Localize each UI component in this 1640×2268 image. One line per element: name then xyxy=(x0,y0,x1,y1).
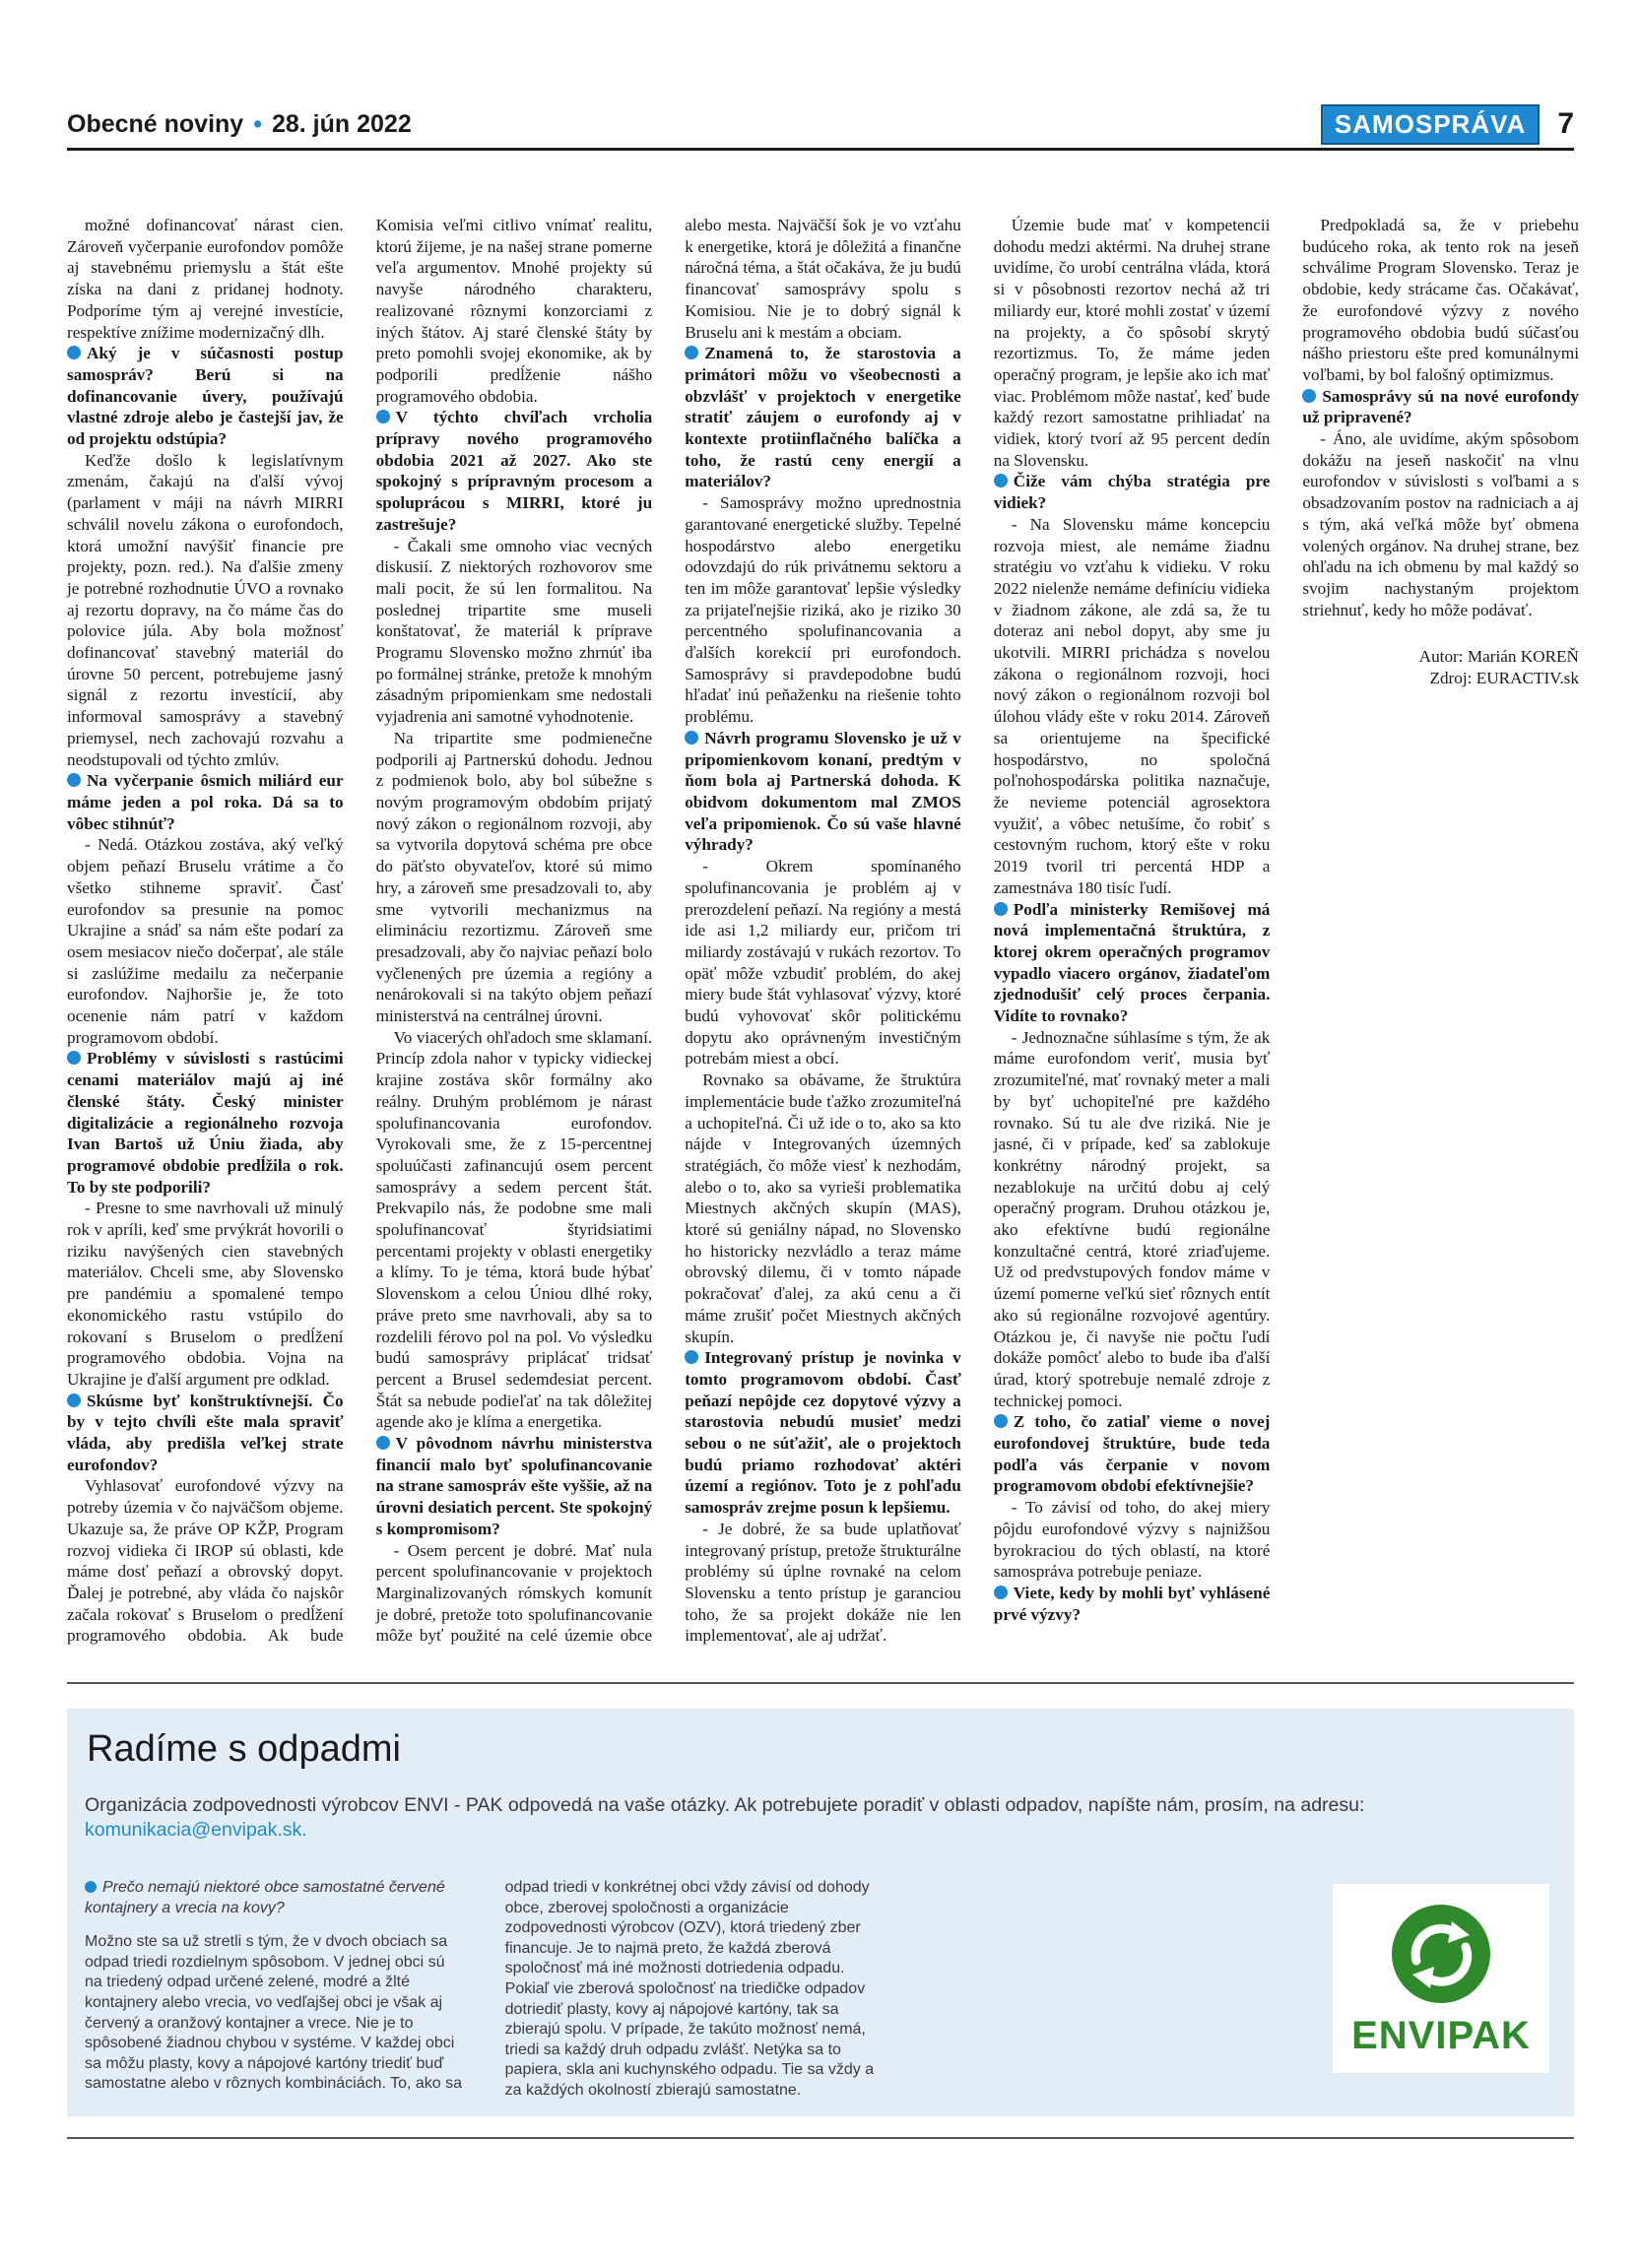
article-paragraph: - Samosprávy možno uprednostnia garantované energetické služby. Tepelné hospodárstvo alebo energetiku odovzdajú do rúk privátnemu sektoru a ten im môže garantovať lepšie výsledky za prijateľnejšie riziká, ako je riziko 30 percentného spolufinancovania a ďalších korekcií pri eurofondoch. Samosprávy si pravdepodobne budú hľadať inú peňaženku na riešenie tohto problému. xyxy=(685,493,961,727)
bullet-icon xyxy=(994,1414,1008,1428)
bullet-icon xyxy=(685,731,698,745)
interview-question xyxy=(994,1411,1271,1497)
article-paragraph: - Osem percent je dobré. Mať nula percent spolufinancovanie v projektoch Marginalizovaných rómskych komunít je dobré, pretože toto spolufinancovanie môže byť použité na celé územie obce alebo mesta. Najväčší šok je vo vzťahu k energetike, ktorá je dôležitá a finančne náročná téma, a štát očakáva, že ju budú financovať samosprávy spolu s Komisiou. Nie je to dobrý signál k Bruselu ani k mestám a obciam. xyxy=(375,216,961,1646)
bullet-icon xyxy=(994,902,1008,916)
article-paragraph: - Presne to sme navrhovali už minulý rok v apríli, keď sme prvýkrát hovorili o riziku navýšených cien stavebných materiálov. Chceli sme, aby Slovensko pre pandémiu a spomalené tempo ekonomického rastu vstúpilo do rokovaní s Bruselom o predĺžení programového obdobia. Vojna na Ukrajine je ďalší argument pre odklad. xyxy=(67,1199,344,1389)
question-text: Skúsme byť konštruktívnejší. Čo by v tejto chvíli ešte mala spraviť vláda, aby predišla veľkej strate eurofondov? xyxy=(67,1391,344,1474)
box-columns xyxy=(85,1878,1306,2105)
question-text: Problémy v súvislosti s rastúcimi cenami materiálov majú aj iné členské štáty. Český minister digitalizácie a regionálneho rozvoja Ivan Bartoš už Úniu žiada, aby programové obdobie predĺžila o rok. To by ste podporili? xyxy=(67,1049,344,1197)
article-paragraph: Vo viacerých ohľadoch sme sklamaní. Princíp zdola nahor v typicky vidieckej krajine zostáva skôr formálny ako reálny. Druhým problémom je nárast spolufinancovania eurofondov. Vyrokovali sme, že z 15-percentnej spoluúčasti zafinancujú osem percent samosprávy a sedem percent štát. Prekvapilo nás, že podobne sme mali spolufinancovať štyridsiatimi percentami projekty v oblasti energetiky a klímy. To je téma, ktorá bude hýbať Slovenskom a celou Úniou dlhé roky, práve preto sme navrhovali, aby sa to rozdelili férovo pol na pol. Vo výsledku budú samosprávy priplácať tridsať percent a Brusel sedemdesiat percent. Štát sa nebude podieľať na tak dôležitej agende ako je klíma a energetika. xyxy=(375,1027,653,1432)
article-paragraph: - Jednoznačne súhlasíme s tým, že ak máme eurofondom veriť, musia byť zrozumiteľné, mať rovnaký meter a mali by byť uchopiteľné pre každého rovnako. Sú tu ale dve riziká. Nie je jasné, či v prípade, keď sa zablokuje konkrétny národný projekt, sa nezablokuje na určitú dobu aj celý operačný program. Druhou otázkou je, ako efektívne budú regionálne konzultačné centrá, ktoré zriaďujeme. Už od predvstupových fondov máme v území pomerne veľkú sieť rôznych entít ako sú regionálne rozvojové agentúry. Otázkou je, či navyše nie počtu ľudí dokáže pomôcť alebo to bude iba ďalší úrad, ktorý spotrebuje nemalé zdroje z technickej pomoci. xyxy=(993,1027,1271,1410)
article-paragraph: možné dofinancovať nárast cien. Zároveň vyčerpanie eurofondov pomôže aj stavebnému priemyslu a štát ešte získa na dani z pridanej hodnoty. Podporíme tým aj verejné investície, respektíve znížime modernizačný dlh. xyxy=(67,216,344,342)
box-top-rule xyxy=(67,1682,1574,1684)
page-number: 7 xyxy=(1557,107,1574,140)
byline xyxy=(1302,646,1579,688)
interview-question xyxy=(1302,386,1579,428)
question-text: Integrovaný prístup je novinka v tomto programovom období. Časť peňazí nepôjde cez dopytové výzvy a starostovia nebudú musieť medzi sebou o ne súťažiť, ale o projektoch budú priamo rozhodovať aktéri území a regiónov. Toto je z pohľadu samospráv zrejme posun k lepšiemu. xyxy=(685,1348,961,1518)
interview-question xyxy=(67,770,344,834)
advice-box xyxy=(67,1709,1574,2116)
interview-question xyxy=(994,899,1271,1027)
article-paragraph: - Na Slovensku máme koncepciu rozvoja miest, ale nemáme žiadnu stratégiu vo vzťahu k vidieku. V roku 2022 nielenže nemáme definíciu vidieka v žiadnom zákone, ale zdá sa, že tu doteraz ani nebol dopyt, aby sme ju ukotvili. MIRRI prichádza s novelou zákona o regionálnom rozvoji, hoci nový zákon o regionálnom rozvoji bol úlohou vlády ešte v roku 2014. Zároveň sa orientujeme na špecifické hospodárstvo, no spoločná poľnohospodárska politika naznačuje, že nevieme potenciál agrosektora využiť, a vôbec netušíme, čo robiť s cestovným ruchom, ktorý ešte v roku 2019 tvoril tri percentá HDP a zamestnáva 180 tisíc ľudí. xyxy=(993,514,1271,897)
bottom-rule xyxy=(67,2137,1574,2139)
question-text: V týchto chvíľach vrcholia prípravy nového programového obdobia 2021 až 2027. Ako ste spokojný s prípravným procesom a spoluprácou s MIRRI, ktoré ju zastrešuje? xyxy=(375,408,653,534)
envipak-logo xyxy=(1333,1884,1549,2073)
separator-dot: • xyxy=(253,109,262,138)
interview-question xyxy=(685,343,961,492)
article-paragraph: Na tripartite sme podmienečne podporili aj Partnerskú dohodu. Jednou z podmienok bolo, aby bol súbežne s novým programovým obdobím prijatý nový zákon o regionálnom rozvoji, aby sa vytvorila dopytová schéma pre obce do päťsto obyvateľov, ktoré sú mimo hry, a zároveň sme presadzovali to, aby sme vytvorili mechanizmus na elimináciu rezortizmu. Zároveň sme presadzovali, aby čo najviac peňazí bolo vyčlenených pre územia a regióny a nenárokovali si na takýto objem peňazí ministerstvá na centrálnej úrovni. xyxy=(375,728,653,1026)
interview-question xyxy=(994,1583,1271,1625)
interview-question xyxy=(685,1347,961,1519)
question-text: V pôvodnom návrhu ministerstva financií malo byť spolufinancovanie na strane samospráv ešte vyššie, až na úrovni desiatich percent. Ste spokojný s kompromisom? xyxy=(375,1434,653,1538)
question-text: Návrh programu Slovensko je už v pripomienkovom konaní, predtým v ňom bola aj Partnerská dohoda. K obidvom dokumentom mal ZMOS veľa pripomienok. Čo sú vaše hlavné výhrady? xyxy=(685,728,961,855)
question-text: Čiže vám chýba stratégia pre vidiek? xyxy=(993,472,1271,513)
article-paragraph: Predpokladá sa, že v priebehu budúceho roka, ak tento rok na jeseň schválime Program Slovensko. Teraz je obdobie, kedy strácame čas. Očakávať, že eurofondové výzvy z nového programového obdobia budú súčasťou nášho priestoru ešte pred komunálnymi voľbami, by bol falošný optimizmus. xyxy=(1302,216,1579,384)
question-text: Na vyčerpanie ôsmich miliárd eur máme jeden a pol roka. Dá sa to vôbec stihnúť? xyxy=(67,771,344,833)
bullet-icon xyxy=(994,474,1008,487)
box-answer: Možno ste sa už stretli s tým, že v dvoch obciach sa odpad triedi rozdielnym spôsobom. V jednej obci sú na triedený odpad určené zelené, modré a žlté kontajnery alebo vrecia, vo vedľajšej obci je však aj červený a oranžový kontajner a vrece. Nie je to spôsobené žiadnou chybou v systéme. V každej obci sa môžu plasty, kovy a nápojové kartóny triediť buď samostatne alebo v rôznych kombináciách. To, ako sa odpad triedi v konkrétnej obci vždy závisí od dohody obce, zberovej spoločnosti a organizácie zodpovednosti výrobcov (OZV), ktorá triedený zber financuje. Je to najmä preto, že každá zberová spoločnosť má iné možnosti dotriedenia odpadu. Pokiaľ vie zberová spoločnosť na triedičke odpadov dotriediť plasty, kovy aj nápojové kartóny, tak sa zbierajú spolu. V prípade, že takúto možnosť nemá, triedi sa každý druh odpadu zvlášť. Netýka sa to papiera, skla ani kuchynského odpadu. Tie sa vždy a za každých okolností zbierajú samostatne. xyxy=(85,1879,875,2099)
recycle-icon xyxy=(1387,1900,1495,2008)
interview-question xyxy=(67,1048,344,1198)
bullet-icon xyxy=(1302,389,1316,403)
question-text: Podľa ministerky Remišovej má nová implementačná štruktúra, z ktorej okrem operačných programov vypadlo viacero orgánov, žiadateľom zjednodušiť celý proces čerpania. Vidíte to rovnako? xyxy=(993,899,1271,1026)
interview-question xyxy=(67,1391,344,1476)
source-credit: Zdroj: EURACTIV.sk xyxy=(1429,669,1579,688)
bullet-icon xyxy=(376,410,390,423)
page-header xyxy=(67,106,1574,142)
interview-question xyxy=(376,407,653,535)
contact-email-link[interactable]: komunikacia@envipak.sk. xyxy=(85,1819,307,1841)
bullet-icon xyxy=(685,1350,698,1364)
box-intro xyxy=(85,1793,1533,1843)
issue-date: 28. jún 2022 xyxy=(271,109,412,138)
box-question xyxy=(85,1878,466,1918)
bullet-icon xyxy=(994,1586,1008,1599)
question-text: Aký je v súčasnosti postup samospráv? Berú si na dofinancovanie úvery, používajú vlastné zdroje alebo je častejší jav, že od projektu odstúpia? xyxy=(67,344,344,449)
section-label: SAMOSPRÁVA xyxy=(1321,104,1540,145)
logo-wordmark: ENVIPAK xyxy=(1351,2013,1531,2057)
question-text: Z toho, čo zatiaľ vieme o novej eurofondovej štruktúre, bude teda podľa vás čerpanie v novom programovom období efektívnejšie? xyxy=(993,1412,1271,1496)
question-text: Viete, kedy by mohli byť vyhlásené prvé výzvy? xyxy=(993,1584,1271,1624)
question-text: Samosprávy sú na nové eurofondy už pripravené? xyxy=(1302,386,1579,427)
bullet-icon xyxy=(67,1051,81,1065)
bullet-icon xyxy=(85,1881,97,1893)
bullet-icon xyxy=(67,773,81,787)
article-paragraph: - Okrem spomínaného spolufinancovania je problém aj v prerozdelení peňazí. Na regióny a mestá ide asi 1,2 miliardy eur, pričom tri miliardy zostávajú v rukách rezortov. To opäť môže vzbudiť problém, do akej miery bude štát vyhlasovať výzvy, ktoré budú vyhovovať skôr politickému dopytu ako oprávneným investičným potrebám miest a obcí. xyxy=(685,857,961,1069)
article-paragraph: - Áno, ale uvidíme, akým spôsobom dokážu na jeseň naskočiť na vlnu eurofondov v súvislosti s voľbami a s obsadzovaním postov na radniciach a aj s tým, aká veľká môže byť obmena volených orgánov. Na druhej strane, bez ohľadu na ich obmenu by mal každý so svojim nachystaným projektom striehnuť, kedy ho môže podávať. xyxy=(1302,429,1579,619)
article-body xyxy=(67,215,1579,1664)
article-paragraph: Vyhlasovať eurofondové výzvy na potreby územia v čo najväčšom objeme. Ukazuje sa, že práve OP KŽP, Program rozvoj vidieka či IROP sú oblasti, kde máme dosť peňazí a obrovský dopyt. Ďalej je potrebné, aby vláda čo najskôr začala rokovať s Bruselom o predĺžení programového obdobia. Ak bude Komisia veľmi citlivo vnímať realitu, ktorú žijeme, je na našej strane pomerne veľa argumentov. Mnohé projekty sú navyše národného charakteru, realizované rôznymi konzorciami z iných štátov. Aj staré členské štáty by preto pomohli svojej ekonomike, ak by podporili predĺženie nášho programového obdobia. xyxy=(67,216,653,1646)
article-paragraph: Územie bude mať v kompetencii dohodu medzi aktérmi. Na druhej strane uvidíme, čo urobí centrálna vláda, ktorá si v pôsobnosti rezortov nechá až tri miliardy eur, ktoré mohli zostať v území na projekty, a čo spôsobí skrytý rezortizmus. To, že máme jeden operačný program, je lepšie ako ich mať viac. Problémom môže nastať, keď bude každý rezort samostatne prihliadať na vidiek, ktorý tvorí až 95 percent dedín na Slovensku. xyxy=(993,216,1271,470)
interview-question xyxy=(685,728,961,856)
header-rule xyxy=(67,148,1574,151)
article-paragraph: Rovnako sa obávame, že štruktúra implementácie bude ťažko zrozumiteľná a uchopiteľná. Či už ide o to, ako sa kto nájde v Integrovaných územných stratégiách, čo môže viesť k nezhodám, alebo o to, ako sa vyrieši problematika Miestnych akčných skupín (MAS), ktoré sú geniálny nápad, no Slovensko ho historicky nezvládlo a teraz máme obrovský dilemu, či v tomto nápade pokračovať ďalej, za akú cenu a či máme zrušiť počet Miestnych akčných skupín. xyxy=(685,1070,961,1346)
box-intro-text: Organizácia zodpovednosti výrobcov ENVI - PAK odpovedá na vaše otázky. Ak potrebujete poradiť v oblasti odpadov, napíšte nám, prosím, na adresu: xyxy=(85,1794,1365,1816)
bullet-icon xyxy=(67,346,81,359)
article-paragraph: Keďže došlo k legislatívnym zmenám, čakajú na ďalší vývoj (parlament v máji na návrh MIRRI schválil novelu zákona o eurofondoch, ktorá umožní navýšiť financie pre projekty, pozn. red.). Na ďalšie zmeny je potrebné rozhodnutie ÚVO a rovnako aj rezortu dopravy, na čo máme čas do polovice júla. Aby bola možnosť dofinancovať stavebný materiál do úrovne 50 percent, potrebujeme jasný signál z rezortu investícií, aby informoval samosprávy a stavebný priemysel, nech zachovajú rozvahu a neodstupovali od týchto zmlúv. xyxy=(67,450,344,769)
interview-question xyxy=(67,343,344,450)
article-paragraph: - Je dobré, že sa bude uplatňovať integrovaný prístup, pretože štrukturálne problémy sú úplne rovnaké na celom Slovensku a tento prístup je garanciou toho, že sa projekt dokáže nie len implementovať, ale aj udržať. xyxy=(685,1519,961,1646)
box-question-text: Prečo nemajú niektoré obce samostatné červené kontajnery a vrecia na kovy? xyxy=(85,1879,445,1916)
interview-question xyxy=(376,1433,653,1540)
bullet-icon xyxy=(376,1436,390,1450)
interview-question xyxy=(994,471,1271,513)
bullet-icon xyxy=(685,346,698,359)
box-title: Radíme s odpadmi xyxy=(87,1728,401,1770)
bullet-icon xyxy=(67,1393,81,1407)
question-text: Znamená to, že starostovia a primátori môžu vo všeobecnosti a obzvlášť v projektoch v energetike stratiť záujem o eurofondy aj v kontexte protiinflačného balíčka a toho, že rastú ceny energií a materiálov? xyxy=(685,344,961,491)
article-paragraph: - Čakali sme omnoho viac vecných diskusií. Z niektorých rozhovorov sme mali pocit, že sú len formalitou. Na poslednej tripartite sme museli konštatovať, že materiál k príprave Programu Slovensko možno zhrnúť iba po formálnej stránke, pretože k mnohým zásadným pripomienkam sme nedostali vyjadrenia ani samotné vyhodnotenie. xyxy=(375,536,653,727)
newspaper-name: Obecné noviny xyxy=(67,109,244,138)
article-paragraph: - To závisí od toho, do akej miery pôjdu eurofondové výzvy s najnižšou byrokraciou do tých oblastí, na ktoré samospráva potrebuje peniaze. xyxy=(993,1498,1271,1582)
author-name: Autor: Marián KOREŇ xyxy=(1418,647,1579,667)
article-paragraph: - Nedá. Otázkou zostáva, aký veľký objem peňazí Bruselu vrátime a čo všetko stihneme spraviť. Časť eurofondov sa presunie na pomoc Ukrajine a snáď sa nám ešte podarí za osem mesiacov niečo dočerpať, ale stále si zaslúžime medailu za nečerpanie eurofondov. Najhoršie je, že toto ocenenie nám patrí v každom programovom období. xyxy=(67,835,344,1047)
